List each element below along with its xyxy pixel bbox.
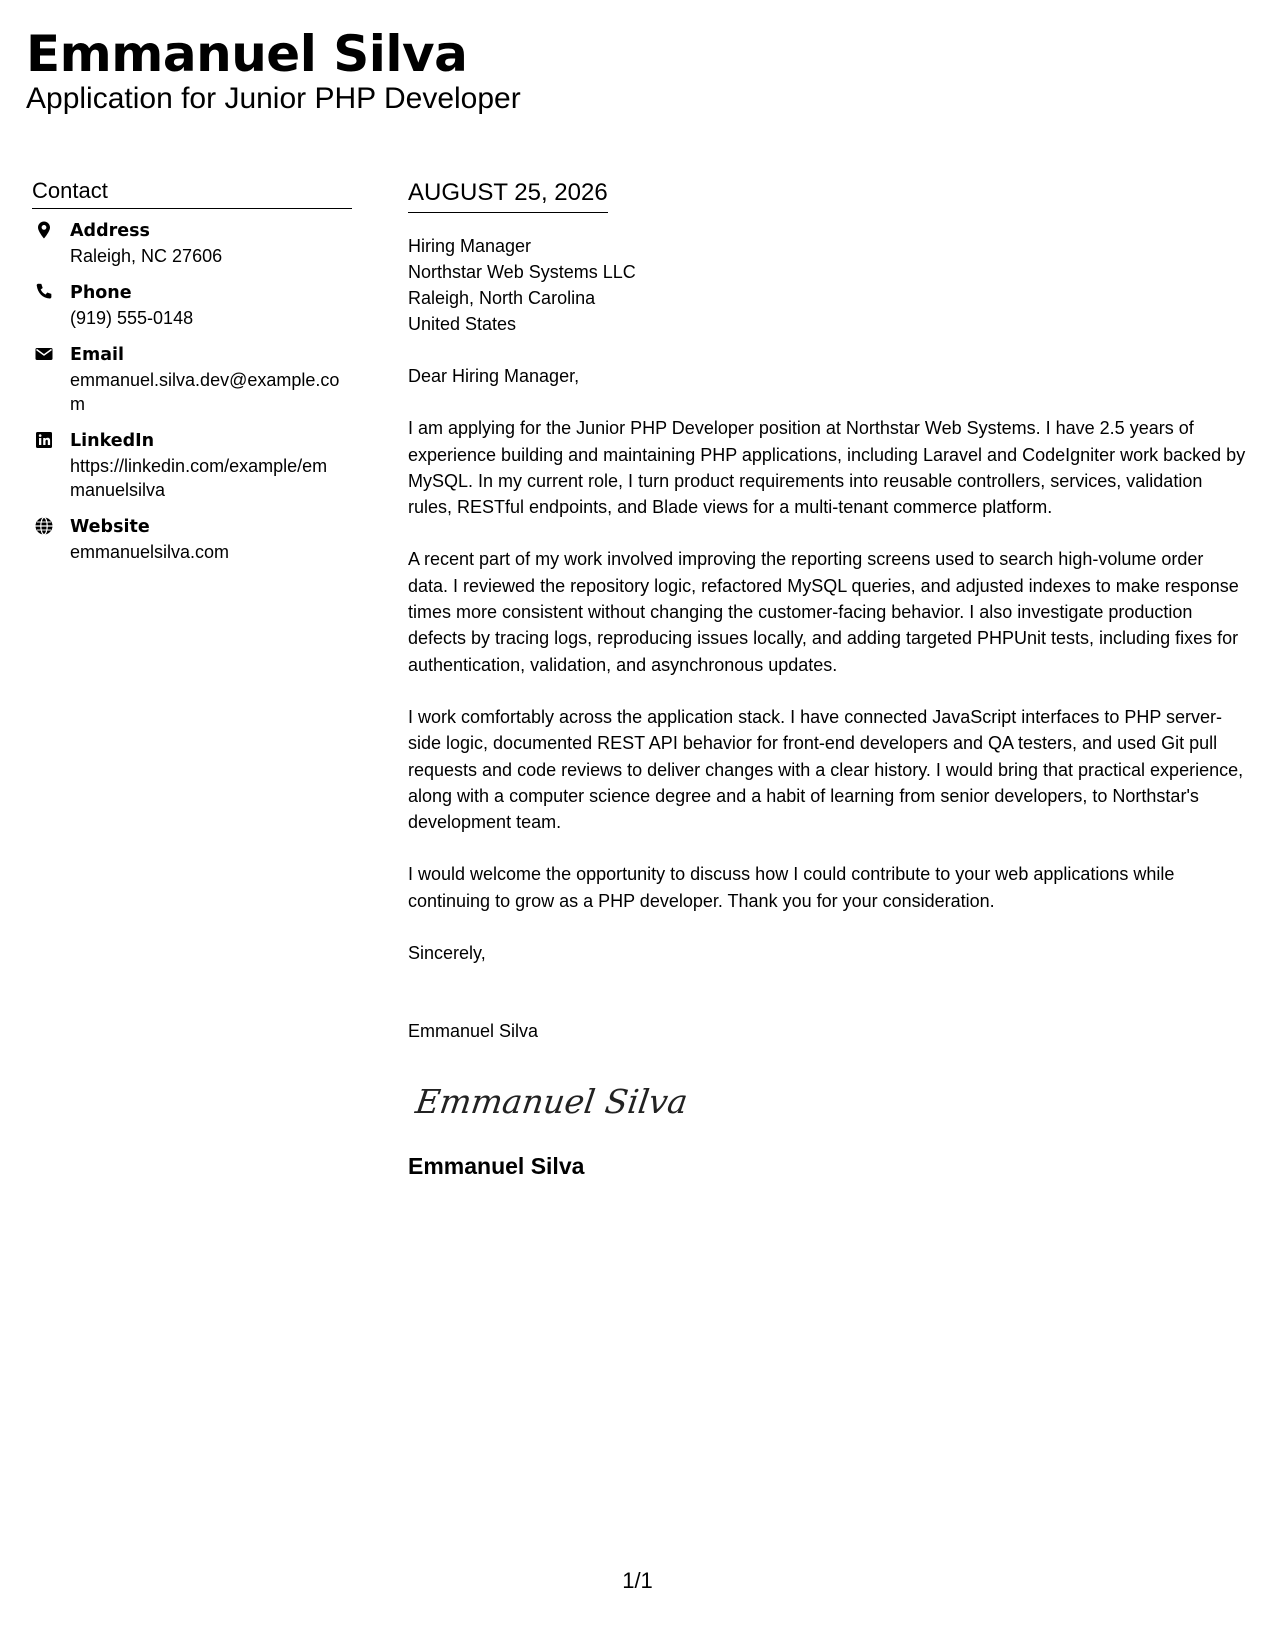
phone-icon <box>34 282 54 302</box>
contact-value: (919) 555-0148 <box>70 308 194 328</box>
body-paragraph: I would welcome the opportunity to discuss how I could contribute to your web applications while continuing to grow as a PHP developer. Thank you for your consideration. <box>408 864 1175 911</box>
contact-item-linkedin <box>32 429 352 502</box>
typed-name: Emmanuel Silva <box>408 1021 539 1042</box>
contact-value[interactable]: https://linkedin.com/example/emmanuelsilva <box>70 456 328 500</box>
contact-item-phone <box>32 281 352 330</box>
signed-name: Emmanuel Silva <box>408 1152 585 1179</box>
contact-label: Address <box>70 221 150 241</box>
contact-item-email <box>32 343 352 416</box>
recipient-line: Raleigh, North Carolina <box>408 288 596 308</box>
contact-item-website <box>32 515 352 564</box>
recipient-block <box>408 233 1248 337</box>
letter-header <box>26 26 521 116</box>
letter-date: AUGUST 25, 2026 <box>408 176 608 213</box>
linkedin-icon <box>34 430 54 450</box>
contact-sidebar <box>32 176 352 577</box>
recipient-line: Northstar Web Systems LLC <box>408 262 636 282</box>
contact-value[interactable]: emmanuelsilva.com <box>70 542 230 562</box>
letter-body <box>408 176 1248 1181</box>
recipient-line: Hiring Manager <box>408 236 532 256</box>
contact-label: LinkedIn <box>70 431 155 451</box>
body-paragraph: A recent part of my work involved improving the reporting screens used to search high-volume order data. I reviewed the repository logic, refactored MySQL queries, and adjusted indexes to make response times more consistent without changing the customer-facing behavior. I also investigate production defects by tracing logs, reproducing issues locally, and adding targeted PHPUnit tests, including fixes for authentication, validation, and asynchronous updates. <box>408 549 1239 675</box>
body-paragraph: I work comfortably across the application stack. I have connected JavaScript interfaces to PHP server-side logic, documented REST API behavior for front-end developers and QA testers, and used Git pull requests and code reviews to deliver changes with a clear history. I would bring that practical experience, along with a computer science degree and a habit of learning from senior developers, to Northstar's development team. <box>408 706 1244 833</box>
signature-script: Emmanuel Silva <box>413 1081 691 1121</box>
map-pin-icon <box>34 220 54 240</box>
contact-item-address <box>32 219 352 268</box>
contact-value: Raleigh, NC 27606 <box>70 246 223 266</box>
contact-heading: Contact <box>32 176 352 209</box>
application-subtitle: Application for Junior PHP Developer <box>26 82 521 115</box>
contact-label: Phone <box>70 283 132 303</box>
globe-icon <box>34 516 54 536</box>
applicant-name: Emmanuel Silva <box>26 25 468 83</box>
page-number: 1/1 <box>622 1568 653 1593</box>
envelope-icon <box>34 344 54 364</box>
handwritten-signature <box>413 1073 1248 1129</box>
body-paragraph: I am applying for the Junior PHP Developer position at Northstar Web Systems. I have 2.5 years of experience building and maintaining PHP applications, including Laravel and CodeIgniter work backed by MySQL. In my current role, I turn product requirements into reusable controllers, services, validation rules, RESTful endpoints, and Blade views for a multi-tenant commerce platform. <box>408 418 1246 518</box>
contact-label: Email <box>70 345 124 365</box>
contact-label: Website <box>70 517 150 537</box>
recipient-line: United States <box>408 314 517 334</box>
closing: Sincerely, <box>408 943 486 964</box>
contact-value[interactable]: emmanuel.silva.dev@example.com <box>70 370 340 414</box>
salutation: Dear Hiring Manager, <box>408 366 580 386</box>
